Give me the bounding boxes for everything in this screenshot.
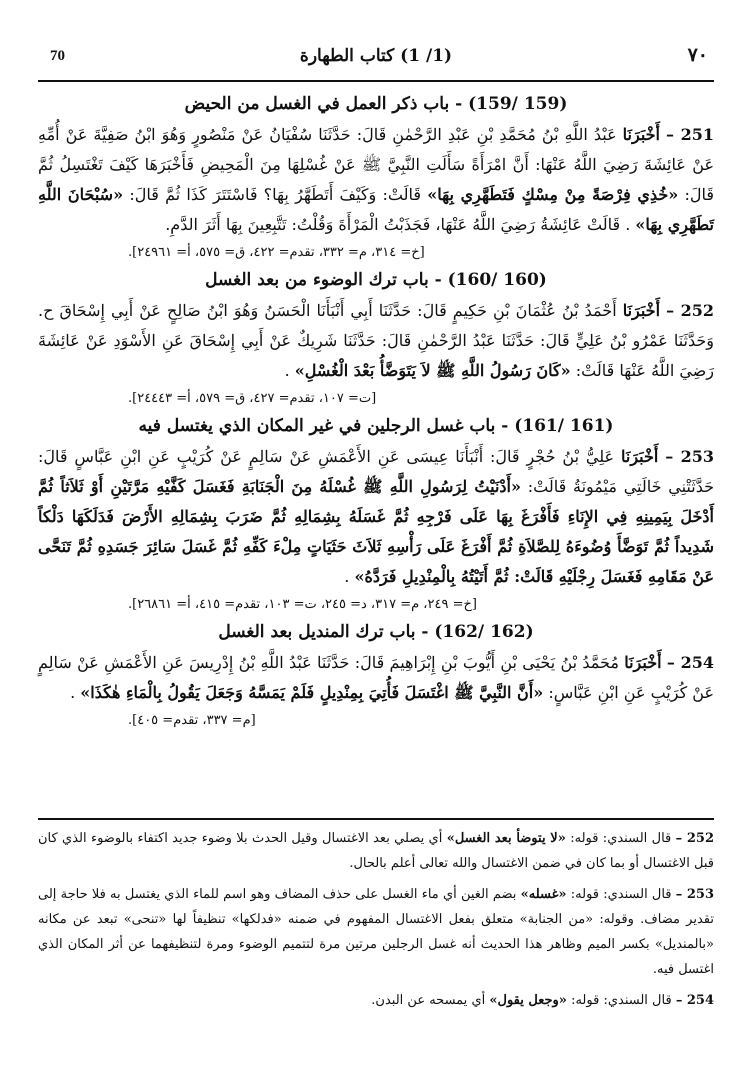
hadith-252 [38,296,714,386]
narration-opener: أَخْبَرَنَا [622,301,661,320]
prophet-saying: «أَنَّ النَّبِيَّ ﷺ اغْتَسَلَ فَأُتِيَ بِمِنْدِيلٍ فَلَمْ يَمَسَّهُ وَجَعَلَ يَقُولُ بِالْمَاءِ هٰكَذَا» [80,683,544,702]
footnote-lead: قال السندي: قوله: [570,831,672,846]
prophet-saying: «أَدْنَيْتُ لِرَسُولِ اللَّهِ ﷺ غُسْلَهُ مِنَ الْجَنَابَةِ فَغَسَلَ كَفَّيْهِ مَرَّتَيْنِ أَوْ ثَلاَثاً ثُمَّ أَدْخَلَ بِيَمِينِهِ فِي الإِنَاءِ فَأَفْرَغَ بِهَا عَلَى فَرْجِهِ ثُمَّ غَسَلَهُ بِشِمَالِهِ ثُمَّ ضَرَبَ بِشِمَالِهِ الأَرْضَ فَدَلَكَهَا دَلْكاً شَدِيداً ثُمَّ تَوَضَّأَ وُضُوءَهُ لِلصَّلاَةِ ثُمَّ أَفْرَغَ عَلَى رَأْسِهِ ثَلاَثَ حَثَيَاتٍ مِلْءَ كَفِّهِ ثُمَّ غَسَلَ سَائِرَ جَسَدِهِ ثُمَّ تَنَحَّى عَنْ مَقَامِهِ فَغَسَلَ رِجْلَيْهِ قَالَتْ: ثُمَّ أَتَيْتُهُ بِالْمِنْدِيلِ فَرَدَّهُ» [38,477,714,586]
hadith-reference: [م= ٣٣٧، تقدم= ٤٠٥]. [128,713,256,728]
chapter-160 [38,266,714,412]
chapter-161 [38,412,714,618]
chapter-title: (162 /162) - باب ترك المنديل بعد الغسل [218,622,534,642]
page-header [38,40,714,82]
chapter-title: (161 /161) - باب غسل الرجلين في غير المكان الذي يغتسل فيه [138,416,614,436]
prophet-saying: «كَانَ رَسُولُ اللَّهِ ﷺ لاَ يَتَوَضَّأُ بَعْدَ الْغُسْلِ» [294,361,571,380]
running-title: (1/ 1) كتاب الطهارة [299,46,453,66]
hadith-251 [38,120,714,240]
hadith-text: أَحْمَدُ بْنُ عُثْمَانَ بْنِ حَكِيمٍ قَالَ: حَدَّثَنَا أَبِي أَنْبَأَنَا الْحَسَنُ وَهُوَ ابْنُ صَالِحٍ عَنْ أَبِي إِسْحَاقَ ح. وَحَدَّثَنَا عَمْرُو بْنُ عَلِيٍّ قَالَ: حَدَّثَنَا عَبْدُ الرَّحْمٰنِ قَالَ: حَدَّثَنَا شَرِيكٌ عَنْ أَبِي إِسْحَاقَ عَنِ الأَسْوَدِ عَنْ عَائِشَةَ رَضِيَ اللَّهُ عَنْهَا قَالَتْ: [38,301,715,380]
hadith-text-continued: . [284,361,290,380]
chapter-159 [38,90,714,266]
main-text [38,90,714,734]
footnote-252 [38,826,714,876]
chapter-title: (160 /160) - باب ترك الوضوء من بعد الغسل [205,270,547,290]
hadith-text: عَبْدُ اللَّهِ بْنُ مُحَمَّدِ بْنِ عَبْدِ الرَّحْمٰنِ قَالَ: حَدَّثَنَا سُفْيَانُ عَنْ مَنْصُورٍ وَهُوَ ابْنُ صَفِيَّةَ عَنْ أُمِّهِ عَنْ عَائِشَةَ رَضِيَ اللَّهُ عَنْهَا: أَنَّ امْرَأَةً سَأَلَتِ النَّبِيَّ ﷺ عَنْ غُسْلِهَا مِنَ الْمَحِيضِ فَأَخْبَرَهَا كَيْفَ تَغْتَسِلُ ثُمَّ قَالَ: [38,125,714,204]
footnote-quote: «وجعل يقول» [489,993,567,1008]
hadith-number: 254 – [666,653,714,672]
hadith-text-continued: . [344,567,350,586]
footnote-number: 252 – [675,831,714,846]
narration-opener: أَخْبَرَنَا [622,125,660,144]
footnote-divider [38,818,714,820]
footnote-text: بضم الغين أي ماء الغسل على حذف المضاف وهو اسم للماء الذي يغتسل به فلا حاجة إلى تقدير مضاف. وقوله: «من الجنابة» متعلق بفعل الاغتسال المفهوم في ضمنه «فدلكها» تنظيفاً لها «تنحى» تبعد عن مكانه «بالمنديل» بكسر الميم وظاهر هذا الحديث أنه غسل الرجلين مرتين مرة لتتميم الوضوء ومرة لتنظيفهما عن أثر المكان الذي اغتسل فيه. [38,887,714,977]
chapter-title: (159 /159) - باب ذكر العمل في الغسل من الحيض [184,94,568,114]
prophet-saying-2: «سُبْحَانَ اللَّهِ تَطَهَّرِي بِهَا» [38,185,714,234]
footnote-text: أي يمسحه عن البدن. [371,993,486,1008]
hadith-reference: [خ= ٢٤٩، م= ٣١٧، د= ٢٤٥، ت= ١٠٣، تقدم= ٤١٥، أ= ٢٦٨٦١]. [128,597,477,612]
footnote-254 [38,988,714,1013]
footnote-lead: قال السندي: قوله: [571,993,672,1008]
hadith-253 [38,442,714,592]
prophet-saying: «خُذِي فِرْصَةً مِنْ مِسْكٍ فَتَطَهَّرِي بِهَا» [427,185,679,204]
footnote-lead: قال السندي: قوله: [570,887,672,902]
narration-opener: أَخْبَرَنَا [620,447,659,466]
footnote-number: 254 – [675,993,714,1008]
footnote-number: 253 – [675,887,714,902]
hadith-reference: [خ= ٣١٤، م= ٣٣٢، تقدم= ٤٢٢، ق= ٥٧٥، أ= ٢٤٩٦١]. [128,245,425,260]
hadith-number: 253 – [665,447,714,466]
hadith-number: 252 – [666,301,714,320]
page-number-arabic: ٧٠ [687,44,708,66]
page-number-latin: 70 [50,48,65,64]
chapter-162 [38,618,714,734]
footnotes [38,826,714,1019]
hadith-text-continued: . [70,683,76,702]
footnote-quote: «لا يتوضأ بعد الغسل» [446,831,566,846]
hadith-text: مُحَمَّدُ بْنُ يَحْيَى بْنِ أَيُّوبَ بْنِ إِبْرَاهِيمَ قَالَ: حَدَّثَنَا عَبْدُ اللَّهِ بْنُ إِدْرِيسَ عَنِ الأَعْمَشِ عَنْ سَالِمٍ عَنْ كُرَيْبٍ عَنِ ابْنِ عَبَّاسٍ: [38,653,714,702]
hadith-reference: [ت= ١٠٧، تقدم= ٤٢٧، ق= ٥٧٩، أ= ٢٤٤٤٣]. [128,391,377,406]
hadith-number: 251 – [666,125,714,144]
narration-opener: أَخْبَرَنَا [624,653,662,672]
hadith-254 [38,648,714,708]
footnote-quote: «غسله» [520,887,567,902]
footnote-253 [38,882,714,982]
hadith-text-end: . قَالَتْ عَائِشَةُ رَضِيَ اللَّهُ عَنْهَا، فَجَذَبْتُ الْمَرْأَةَ وَقُلْتُ: تَتَّبِعِينَ بِهَا أَثَرَ الدَّمِ. [165,215,631,234]
hadith-text: عَلِيُّ بْنُ حُجْرٍ قَالَ: أَنْبَأَنَا عِيسَى عَنِ الأَعْمَشِ عَنْ سَالِمٍ عَنْ كُرَيْبٍ عَنِ ابْنِ عَبَّاسٍ قَالَ: حَدَّثَتْنِي خَالَتِي مَيْمُونَةُ قَالَتْ: [38,447,714,496]
hadith-text-continued: قَالَتْ: وَكَيْفَ أَتَطَهَّرُ بِهَا؟ فَاسْتَتَرَ كَذَا ثُمَّ قَالَ: [129,185,421,204]
footnote-text: أي يصلي بعد الاغتسال وقيل الحدث بلا وضوء جديد اكتفاء بالوضوء الذي كان قبل الاغتسال أو بما كان في ضمن الاغتسال والله تعالى أعلم بالحال. [38,831,714,871]
